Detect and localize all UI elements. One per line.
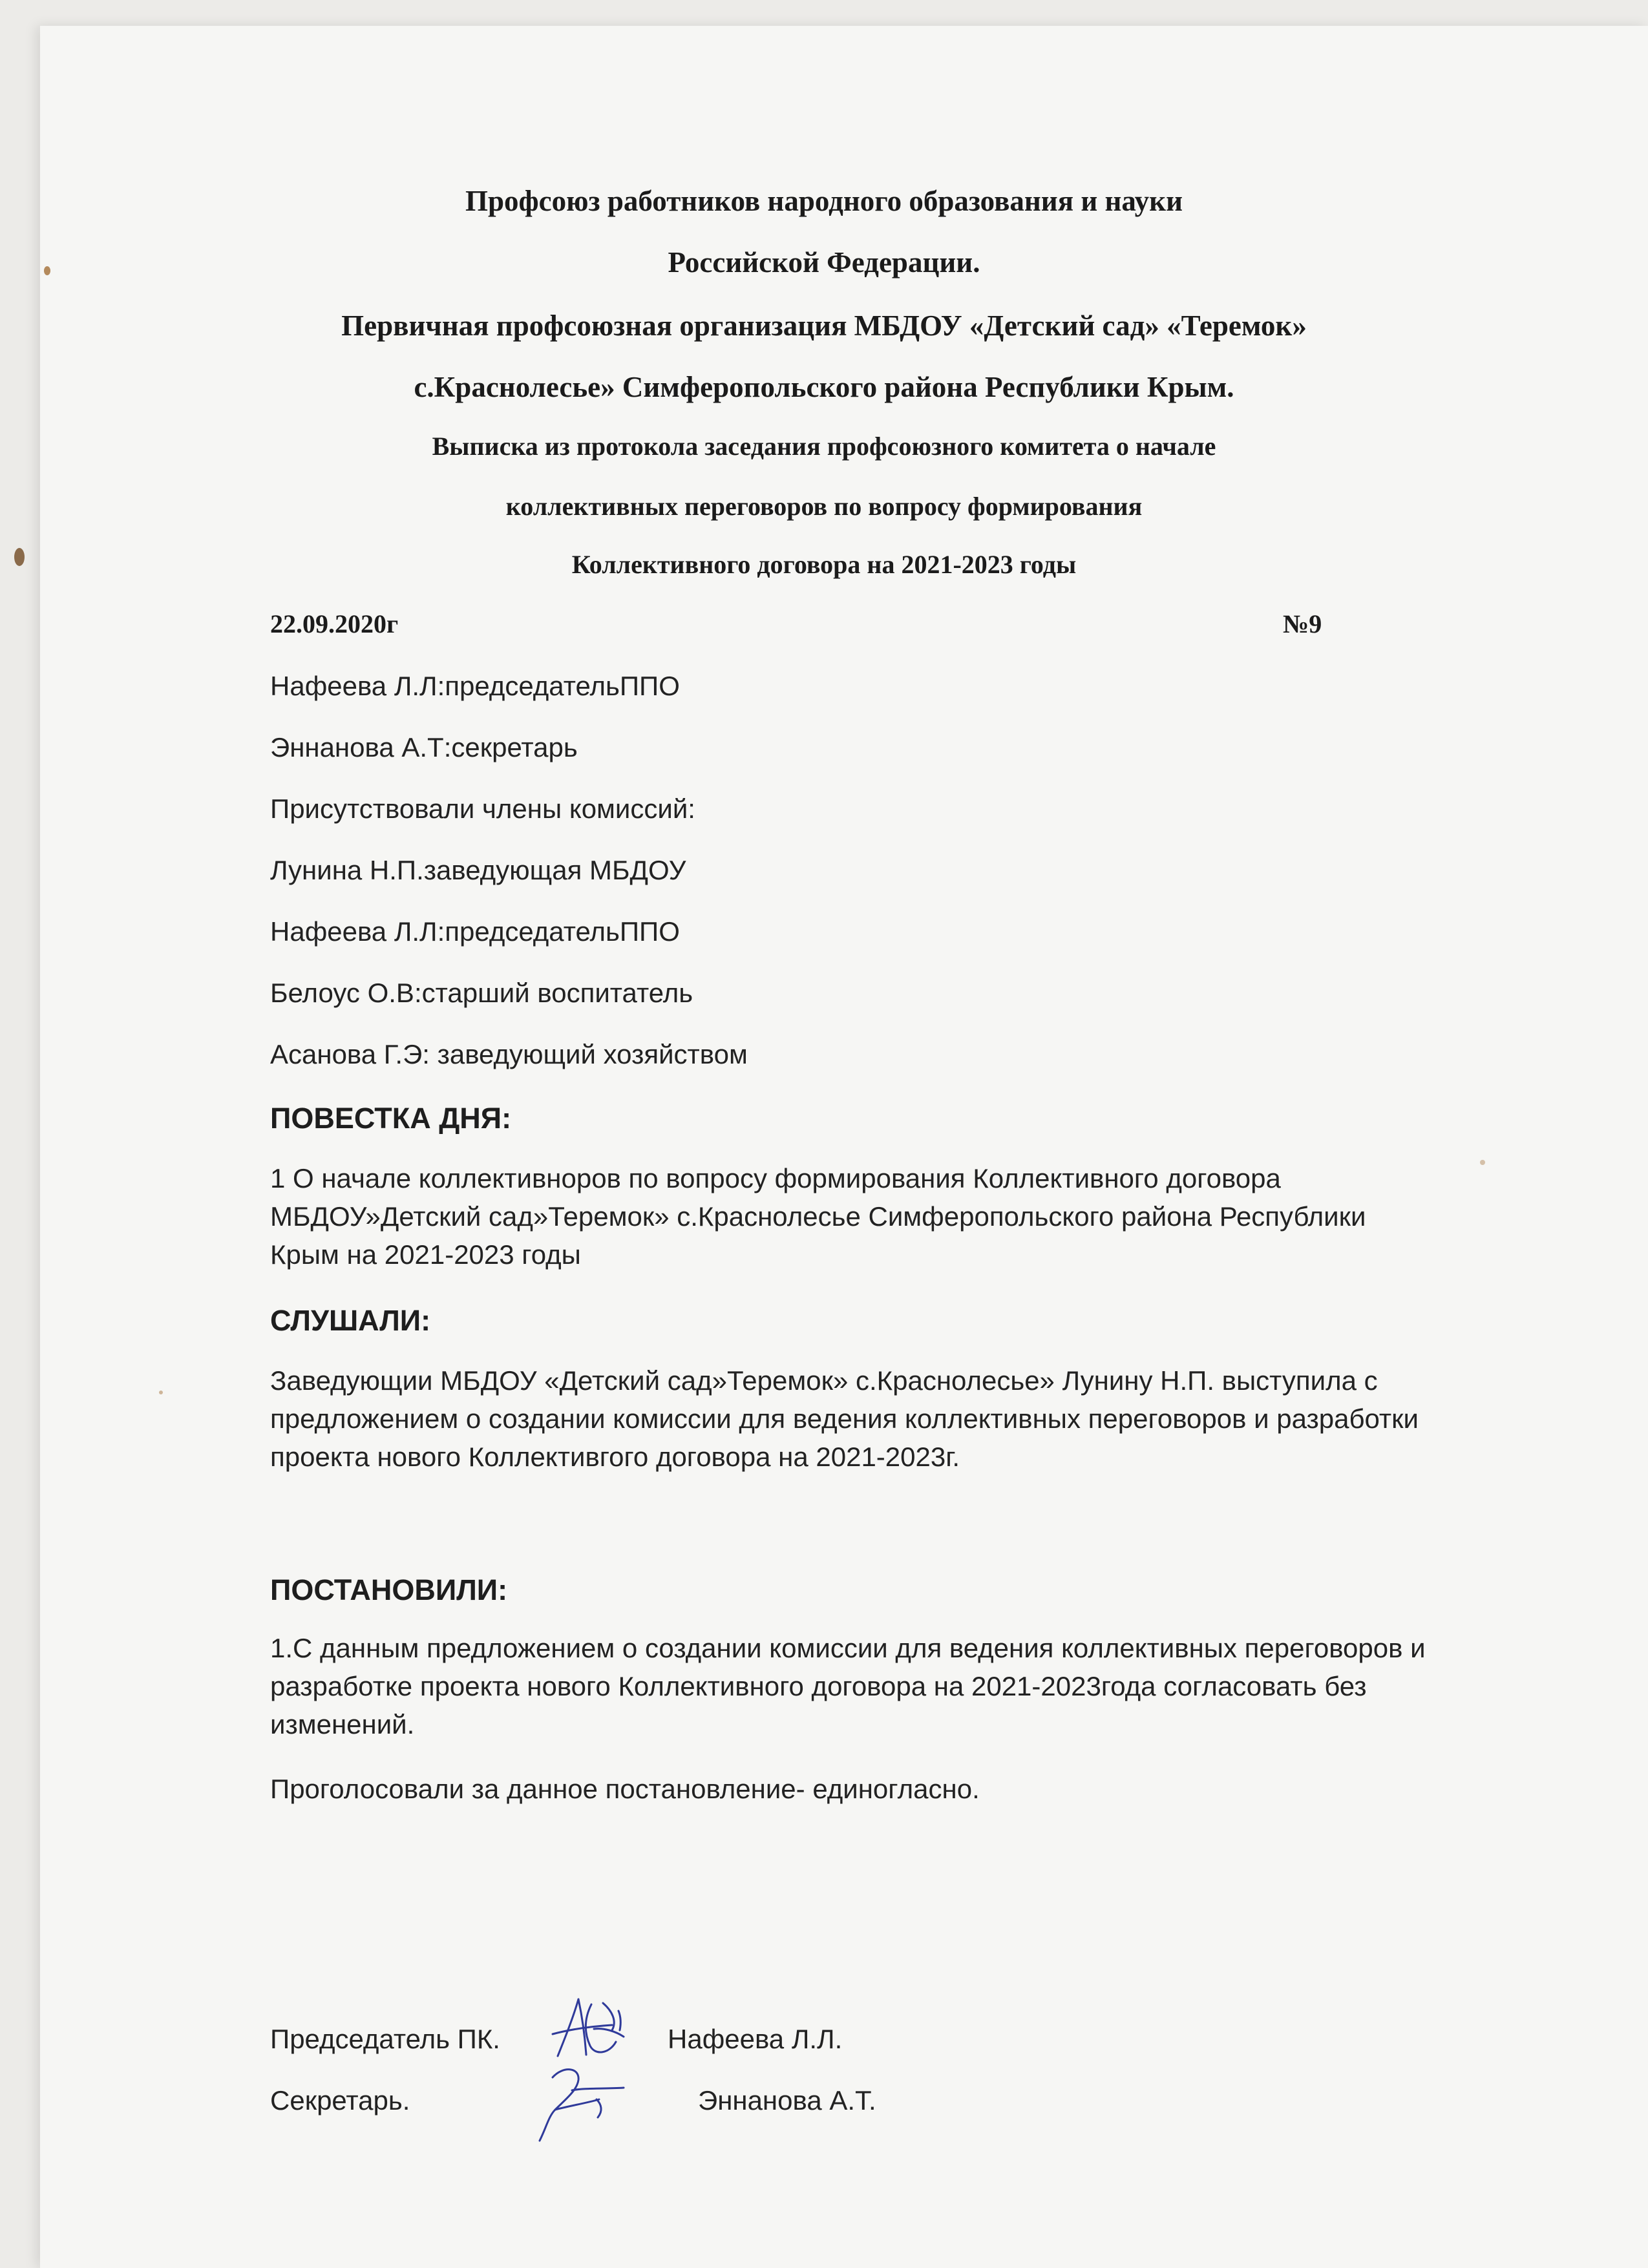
org-title-line-1: Профсоюз работников народного образования и науки — [465, 185, 1183, 217]
org-title-line-4: с.Краснолесье» Симферопольского района Республики Крым. — [414, 371, 1234, 403]
person-line: Эннанова А.Т:секретарь — [270, 732, 578, 762]
person-line: Лунина Н.П.заведующая МБДОУ — [270, 855, 686, 885]
resolved-heading: ПОСТАНОВИЛИ: — [270, 1573, 508, 1606]
resolved-text-line-3: изменений. — [270, 1709, 415, 1739]
heard-text-line-1: Заведующии МБДОУ «Детский сад»Теремок» с.Краснолесье» Лунину Н.П. выступила с — [270, 1365, 1378, 1396]
document-title-line-2: коллективных переговоров по вопросу формирования — [505, 492, 1143, 521]
org-title-line-3: Первичная профсоюзная организация МБДОУ «Детский сад» «Теремок» — [341, 310, 1307, 342]
heard-heading: СЛУШАЛИ: — [270, 1304, 431, 1337]
resolved-text-line-1: 1.С данным предложением о создании комиссии для ведения коллективных переговоров и — [270, 1633, 1426, 1663]
paper-speck — [159, 1391, 163, 1394]
person-line: Нафеева Л.Л:председательППО — [270, 916, 680, 947]
person-line: Асанова Г.Э: заведующий хозяйством — [270, 1039, 748, 1069]
agenda-text-line-2: МБДОУ»Детский сад»Теремок» с.Краснолесье Симферопольского района Республики — [270, 1201, 1366, 1232]
paper-speck — [1480, 1160, 1485, 1165]
agenda-text-line-3: Крым на 2021-2023 годы — [270, 1239, 581, 1270]
heard-text-line-3: проекта нового Коллективгого договора на 2021-2023г. — [270, 1442, 960, 1472]
chair-name: Нафеева Л.Л. — [668, 2024, 843, 2054]
agenda-heading: ПОВЕСТКА ДНЯ: — [270, 1102, 512, 1135]
heard-text-line-2: предложением о создании комиссии для ведения коллективных переговоров и разработки — [270, 1403, 1419, 1434]
vote-result: Проголосовали за данное постановление- единогласно. — [270, 1774, 980, 1804]
chair-label: Председатель ПК. — [270, 2024, 500, 2054]
secretary-label: Секретарь. — [270, 2085, 410, 2116]
document-title-line-1: Выписка из протокола заседания профсоюзного комитета о начале — [432, 432, 1216, 461]
resolved-text-line-2: разработке проекта нового Коллективного договора на 2021-2023года согласовать без — [270, 1671, 1367, 1701]
secretary-signature — [527, 2052, 630, 2148]
attendees-label: Присутствовали члены комиссий: — [270, 793, 695, 824]
person-line: Нафеева Л.Л:председательППО — [270, 671, 680, 701]
document-title-line-3: Коллективного договора на 2021-2023 годы — [571, 550, 1077, 579]
secretary-name: Эннанова А.Т. — [698, 2085, 876, 2116]
protocol-number: №9 — [1283, 609, 1322, 638]
document-page — [40, 26, 1648, 2268]
person-line: Белоус О.В:старший воспитатель — [270, 978, 693, 1008]
protocol-date: 22.09.2020г — [270, 609, 399, 638]
agenda-text-line-1: 1 О начале коллективноров по вопросу формирования Коллективного договора — [270, 1163, 1281, 1193]
org-title-line-2: Российской Федерации. — [668, 246, 980, 278]
